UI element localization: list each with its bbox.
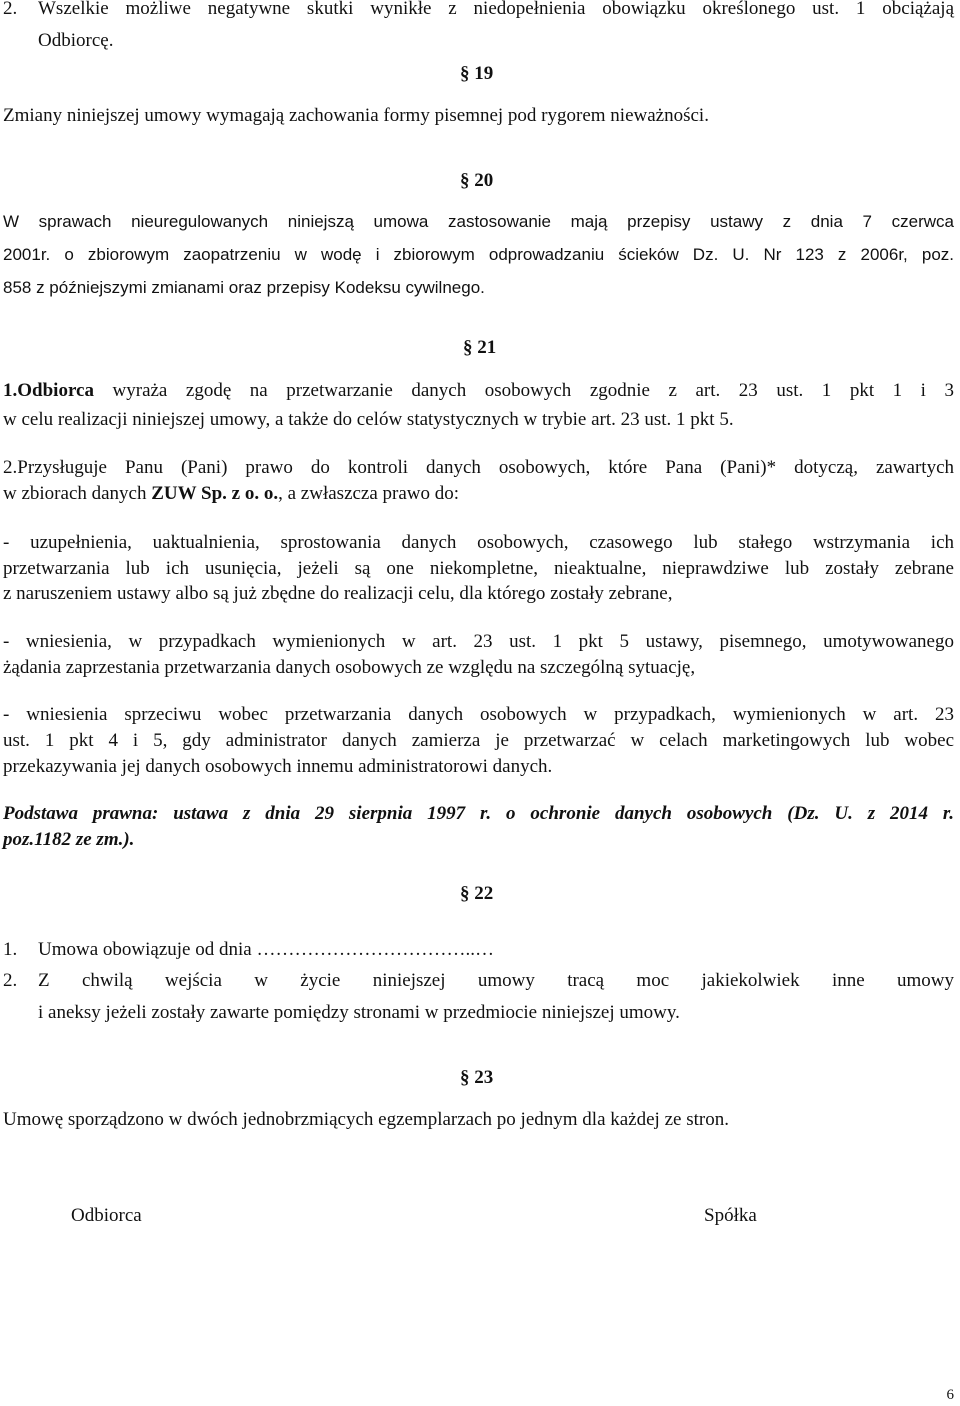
- item-number: 1.: [3, 939, 18, 960]
- paragraph-line: W sprawach nieuregulowanych niniejszą umowa zastosowanie mają przepisy ustawy z dnia 7 czerwca: [3, 212, 954, 231]
- paragraph-line: [3, 381, 954, 400]
- bullet-line: z naruszeniem ustawy albo są już zbędne do realizacji celu, dla którego zostały zebrane,: [3, 583, 673, 604]
- item-number: 2.: [3, 970, 18, 991]
- paragraph-line: 2.Przysługuje Panu (Pani) prawo do kontroli danych osobowych, które Pana (Pani)* dotyczą, zawartych: [3, 457, 954, 478]
- page-number: 6: [946, 1387, 954, 1403]
- signature-label-right: Spółka: [704, 1205, 757, 1226]
- section-heading-20: § 20: [460, 170, 494, 191]
- party-name: Odbiorca: [17, 380, 94, 401]
- bullet-line: przetwarzania lub ich usunięcia, jeżeli są one niekompletne, nieaktualne, nieprawdziwe lub zostały zebrane: [3, 558, 954, 579]
- section-heading-21: § 21: [463, 337, 497, 358]
- signature-label-left: Odbiorca: [71, 1205, 142, 1226]
- paragraph-line: 858 z późniejszymi zmianami oraz przepisy Kodeksu cywilnego.: [3, 278, 485, 297]
- section-heading-23: § 23: [460, 1067, 494, 1088]
- item-number: 1.: [3, 380, 18, 401]
- paragraph-line: Zmiany niniejszej umowy wymagają zachowania formy pisemnej pod rygorem nieważności.: [3, 105, 709, 126]
- start-date-line: Umowa obowiązuje od dnia ……………………………..…: [38, 939, 494, 960]
- section-heading-19: § 19: [460, 63, 494, 84]
- company-name: ZUW Sp. z o. o.: [151, 483, 279, 504]
- item-number: 2.: [3, 0, 18, 19]
- paragraph-text: w zbiorach danych: [3, 483, 147, 504]
- legal-basis: poz.1182 ze zm.).: [3, 829, 135, 850]
- paragraph-text: , a zwłaszcza prawo do:: [278, 483, 460, 504]
- paragraph-line: w celu realizacji niniejszej umowy, a także do celów statystycznych w trybie art. 23 ust. 1 pkt 5.: [3, 409, 734, 430]
- paragraph-line: [3, 484, 459, 503]
- legal-basis: Podstawa prawna: ustawa z dnia 29 sierpnia 1997 r. o ochronie danych osobowych (Dz. U. z 2014 r.: [3, 803, 954, 824]
- bullet-line: przekazywania jej danych osobowych innemu administratorowi danych.: [3, 756, 553, 777]
- bullet-line: - uzupełnienia, uaktualnienia, sprostowania danych osobowych, czasowego lub stałego wstrzymania ich: [3, 532, 954, 553]
- paragraph-line: Umowę sporządzono w dwóch jednobrzmiących egzemplarzach po jednym dla każdej ze stron.: [3, 1109, 729, 1130]
- section-heading-22: § 22: [460, 883, 494, 904]
- bullet-line: żądania zaprzestania przetwarzania danych osobowych ze względu na szczególną sytuację,: [3, 657, 696, 678]
- bullet-line: - wniesienia sprzeciwu wobec przetwarzania danych osobowych w przypadkach, wymienionych w art. 23: [3, 704, 954, 725]
- bullet-line: - wniesienia, w przypadkach wymienionych w art. 23 ust. 1 pkt 5 ustawy, pisemnego, umotywowanego: [3, 631, 954, 652]
- paragraph-line: Wszelkie możliwe negatywne skutki wynikłe z niedopełnienia obowiązku określonego ust. 1 obciążają: [38, 0, 954, 19]
- paragraph-line: i aneksy jeżeli zostały zawarte pomiędzy stronami w przedmiocie niniejszej umowy.: [38, 1002, 680, 1023]
- paragraph-line: 2001r. o zbiorowym zaopatrzeniu w wodę i zbiorowym odprowadzaniu ścieków Dz. U. Nr 123 z 2006r, poz.: [3, 245, 954, 264]
- paragraph-line: Odbiorcę.: [38, 30, 114, 51]
- paragraph-text: wyraża zgodę na przetwarzanie danych osobowych zgodnie z art. 23 ust. 1 pkt 1 i 3: [112, 380, 954, 401]
- paragraph-line: Z chwilą wejścia w życie niniejszej umowy tracą moc jakiekolwiek inne umowy: [38, 970, 954, 991]
- bullet-line: ust. 1 pkt 4 i 5, gdy administrator danych zamierza je przetwarzać w celach marketingowych lub wobec: [3, 730, 954, 751]
